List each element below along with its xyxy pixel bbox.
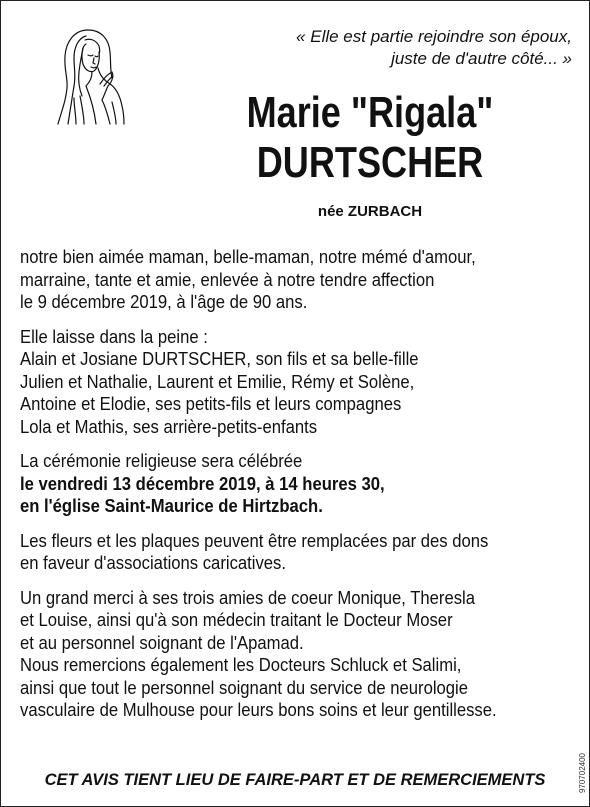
- ceremony-date: le vendredi 13 décembre 2019, à 14 heures 30,: [20, 472, 385, 494]
- text-line: notre bien aimée maman, belle-maman, notre mémé d'amour,: [20, 246, 476, 267]
- epitaph-quote: [242, 26, 572, 70]
- text-line: et Louise, ainsi qu'à son médecin traitant le Docteur Moser: [20, 609, 453, 630]
- text-line: marraine, tante et amie, enlevée à notre tendre affection: [20, 268, 435, 290]
- family-paragraph: [20, 326, 506, 439]
- ceremony-paragraph: [20, 450, 506, 518]
- text-line: Lola et Mathis, ses arrière-petits-enfants: [20, 415, 318, 437]
- text-line: Nous remercions également les Docteurs Schluck et Salimi,: [20, 654, 462, 675]
- text-line: Alain et Josiane DURTSCHER, son fils et sa belle-fille: [20, 348, 419, 369]
- quote-line: « Elle est partie rejoindre son époux,: [296, 27, 572, 46]
- deceased-first-name: Marie "Rigala": [246, 88, 494, 137]
- footer-notice: CET AVIS TIENT LIEU DE FAIRE-PART ET DE REMERCIEMENTS: [44, 771, 546, 789]
- text-line: en faveur d'associations caricatives.: [20, 552, 287, 573]
- text-line: La cérémonie religieuse sera célébrée: [20, 450, 303, 471]
- text-line: le 9 décembre 2019, à l'âge de 90 ans.: [20, 291, 308, 312]
- text-line: vasculaire de Mulhouse pour leurs bons soins et leur gentillesse.: [20, 699, 497, 720]
- text-line: ainsi que tout le personnel soignant du service de neurologie: [20, 676, 469, 698]
- intro-paragraph: [20, 246, 506, 314]
- maiden-name: née ZURBACH: [317, 203, 423, 220]
- flowers-paragraph: [20, 530, 506, 575]
- thanks-paragraph: [20, 587, 506, 722]
- praying-madonna-icon: [52, 26, 130, 128]
- text-line: Julien et Nathalie, Laurent et Emilie, Rémy et Solène,: [20, 370, 415, 392]
- deceased-surname: DURTSCHER: [256, 138, 484, 187]
- text-line: Antoine et Elodie, ses petits-fils et leurs compagnes: [20, 393, 402, 414]
- text-line: et au personnel soignant de l'Apamad.: [20, 631, 304, 653]
- reference-number: 970702400: [578, 752, 587, 793]
- text-line: Les fleurs et les plaques peuvent être remplacées par des dons: [20, 529, 489, 551]
- notice-body: [20, 246, 506, 734]
- quote-line: juste de d'autre côté... »: [391, 49, 572, 68]
- text-line: Elle laisse dans la peine :: [20, 325, 208, 347]
- text-line: Un grand merci à ses trois amies de coeur Monique, Theresla: [20, 586, 476, 608]
- deceased-name: [231, 88, 510, 188]
- ceremony-place: en l'église Saint-Maurice de Hirtzbach.: [20, 495, 323, 516]
